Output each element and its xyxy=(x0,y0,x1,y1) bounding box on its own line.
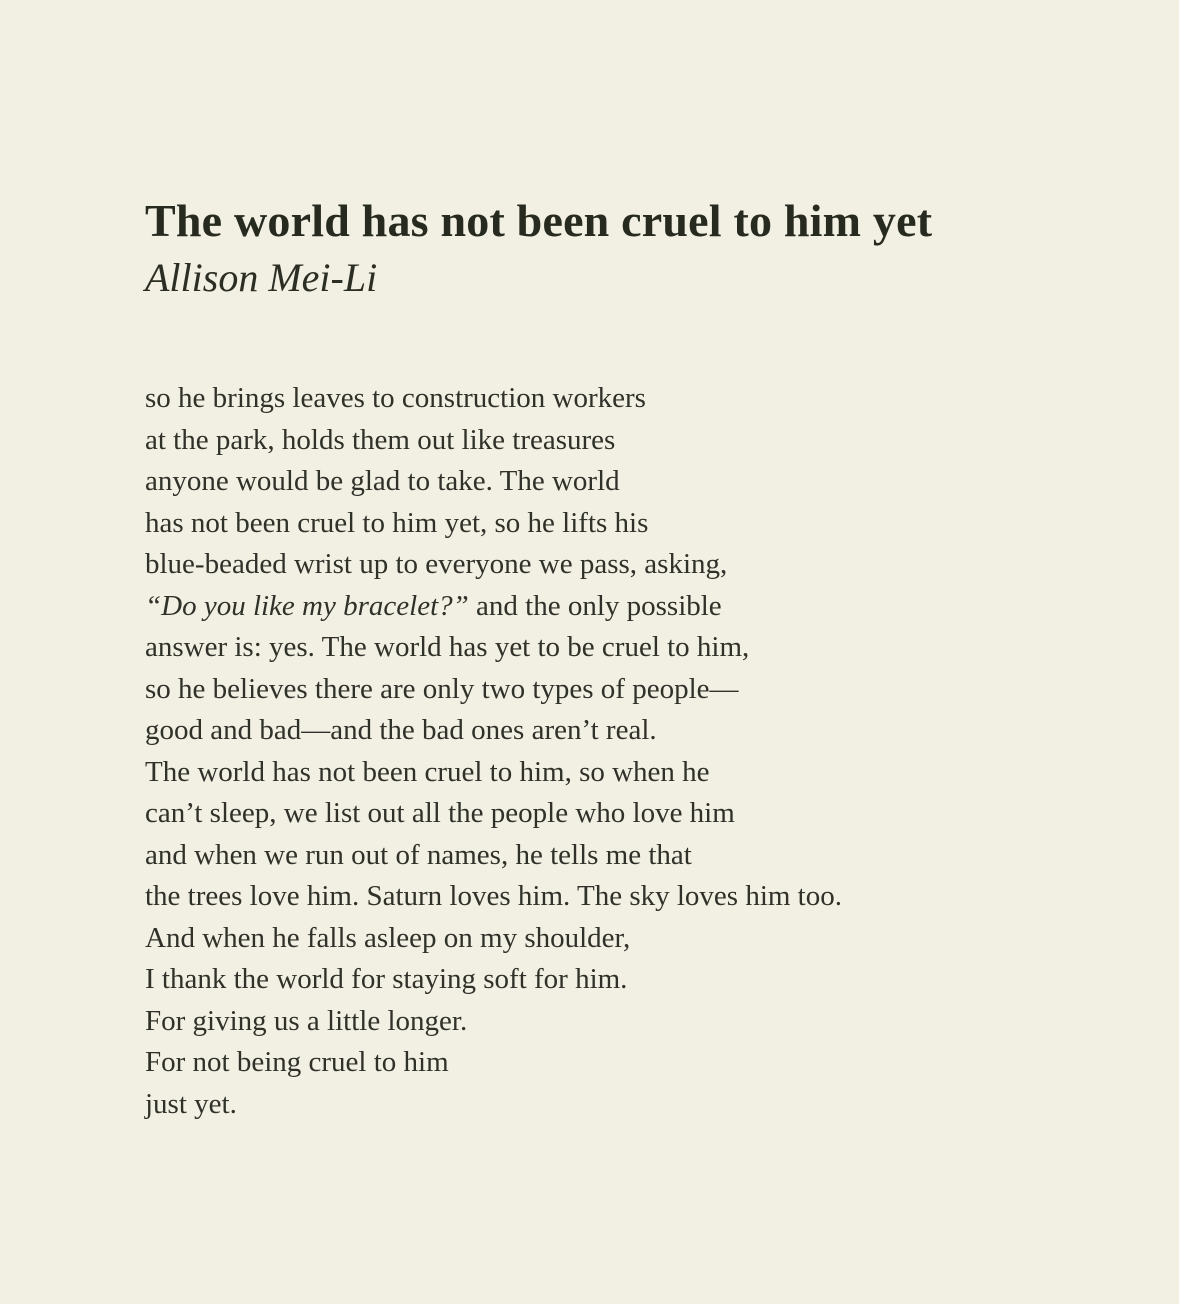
poem-line: The world has not been cruel to him, so when he xyxy=(145,755,710,788)
poem-line: has not been cruel to him yet, so he lifts his xyxy=(145,506,649,539)
poem-line: For not being cruel to him xyxy=(145,1046,449,1079)
poem-line: so he believes there are only two types of people— xyxy=(145,672,739,705)
poem-line: can’t sleep, we list out all the people who love him xyxy=(145,797,735,830)
poem-line: so he brings leaves to construction workers xyxy=(145,382,646,415)
poem-line: answer is: yes. The world has yet to be cruel to him, xyxy=(145,631,750,664)
poem-line: and when we run out of names, he tells me that xyxy=(145,838,692,871)
poem-line: anyone would be glad to take. The world xyxy=(145,465,620,498)
poem-author: Allison Mei-Li xyxy=(145,255,378,301)
poem-title: The world has not been cruel to him yet xyxy=(145,195,933,246)
poem-line: For giving us a little longer. xyxy=(145,1004,468,1037)
poem-line: at the park, holds them out like treasures xyxy=(145,423,616,456)
poem-line: the trees love him. Saturn loves him. The sky loves him too. xyxy=(145,880,842,913)
poem-line: blue-beaded wrist up to everyone we pass, asking, xyxy=(145,548,728,581)
poem-lines xyxy=(145,378,1124,1125)
poem-line: “Do you like my bracelet?” and the only possible xyxy=(145,589,722,622)
poem-line: And when he falls asleep on my shoulder, xyxy=(145,921,631,954)
poem-line: I thank the world for staying soft for him. xyxy=(145,963,628,996)
poem-line: just yet. xyxy=(145,1087,237,1120)
poem-line: good and bad—and the bad ones aren’t real. xyxy=(145,714,657,747)
